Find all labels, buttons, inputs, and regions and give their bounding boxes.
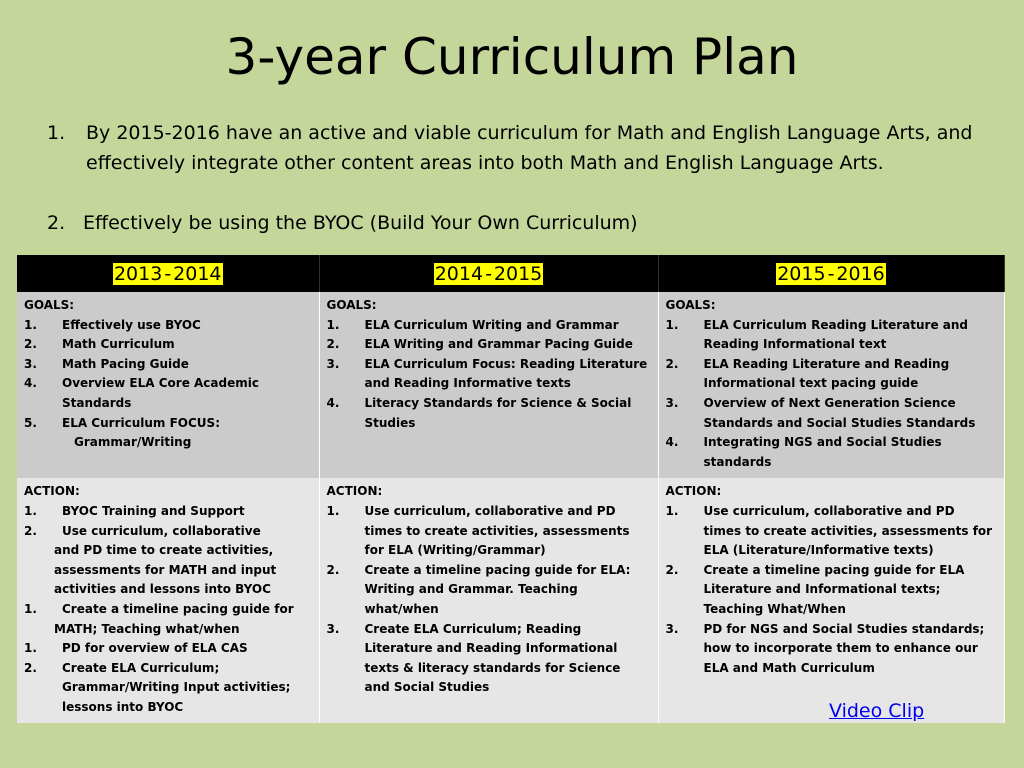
curriculum-plan-table — [17, 255, 1005, 723]
year-end: 2014 — [173, 262, 222, 285]
list-number: 1. — [665, 503, 679, 518]
list-number: 3. — [665, 395, 679, 410]
year-separator: - — [827, 262, 835, 285]
list-text: PD for overview of ELA CAS — [62, 641, 248, 656]
year-header-row — [17, 255, 1004, 292]
actions-cell-2014-2015 — [319, 478, 658, 723]
list-item — [666, 502, 996, 561]
year-header-2015-2016 — [658, 255, 1004, 292]
list-number: 2. — [665, 562, 679, 577]
list-item — [24, 414, 311, 434]
intro-item-2 — [0, 208, 1024, 238]
list-text: Math Pacing Guide — [62, 356, 189, 371]
list-item — [327, 620, 650, 698]
list-number: 3. — [326, 621, 340, 636]
list-number: 2. — [24, 523, 37, 538]
list-number: 3. — [24, 356, 37, 371]
year-start: 2014 — [434, 262, 484, 285]
actions-label: ACTION: — [24, 484, 80, 499]
list-item — [24, 639, 311, 659]
list-number: 4. — [326, 395, 340, 410]
list-item-continuation: MATH; Teaching what/when — [54, 621, 240, 636]
year-header-2013-2014 — [17, 255, 319, 292]
list-item — [666, 620, 996, 679]
list-text: Literacy Standards for Science & Social Studies — [364, 395, 632, 430]
list-number: 1. — [24, 317, 37, 332]
list-item — [327, 316, 650, 336]
list-number: 3. — [665, 621, 679, 636]
list-item — [327, 335, 650, 355]
list-text: Effectively use BYOC — [62, 317, 201, 332]
list-text: BYOC Training and Support — [62, 503, 245, 518]
list-item — [327, 502, 650, 561]
goals-cell-2015-2016 — [658, 292, 1004, 478]
list-text: Use curriculum, collaborative — [62, 523, 261, 538]
list-number: 1. — [24, 601, 37, 616]
slide-title: 3-year Curriculum Plan — [225, 28, 799, 86]
list-item — [24, 659, 311, 718]
list-item — [666, 316, 996, 355]
list-item — [327, 561, 650, 620]
list-number: 4. — [24, 376, 37, 391]
intro-item-number: 2. — [47, 212, 66, 234]
goals-cell-2014-2015 — [319, 292, 658, 478]
year-end: 2015 — [493, 262, 543, 285]
goals-label: GOALS: — [665, 298, 716, 312]
intro-item-number: 1. — [47, 122, 66, 144]
list-text: ELA Curriculum FOCUS: — [62, 415, 220, 430]
list-item — [24, 335, 311, 355]
list-text: ELA Writing and Grammar Pacing Guide — [364, 337, 633, 352]
list-item — [327, 394, 650, 433]
goals-label: GOALS: — [326, 298, 377, 312]
list-item — [24, 374, 311, 413]
list-text: ELA Curriculum Writing and Grammar — [364, 317, 619, 332]
year-end: 2016 — [836, 262, 885, 285]
actions-label: ACTION: — [665, 484, 722, 499]
list-text: Use curriculum, collaborative and PD times to create activities, assessments for ELA (Literature/Informative texts) — [703, 503, 993, 558]
intro-item-text: By 2015-2016 have an active and viable curriculum for Math and English Language Arts, and effectively integrate other content areas into both Math and English Language Arts. — [86, 122, 973, 174]
list-text: Use curriculum, collaborative and PD times to create activities, assessments for ELA (Writing/Grammar) — [364, 503, 630, 558]
actions-label: ACTION: — [326, 484, 383, 499]
list-text: Create ELA Curriculum; Reading Literature and Reading Informational texts & literacy standards for Science and Social Studies — [364, 621, 621, 695]
list-number: 1. — [326, 503, 340, 518]
list-item — [666, 394, 996, 433]
actions-cell-2013-2014 — [17, 478, 319, 723]
goals-row — [17, 292, 1004, 478]
list-number: 1. — [326, 317, 340, 332]
intro-item-text: Effectively be using the BYOC (Build Your Own Curriculum) — [83, 212, 638, 234]
list-item — [24, 600, 311, 620]
actions-cell-2015-2016 — [658, 478, 1004, 723]
year-start: 2013 — [113, 262, 163, 285]
list-item — [24, 522, 311, 542]
list-item — [24, 355, 311, 375]
list-text: ELA Curriculum Reading Literature and Reading Informational text — [703, 317, 968, 352]
list-item — [666, 433, 996, 472]
list-number: 2. — [24, 337, 37, 352]
list-number: 1. — [24, 641, 37, 656]
video-clip-link[interactable]: Video Clip — [829, 700, 925, 722]
list-text: Overview of Next Generation Science Standards and Social Studies Standards — [703, 395, 976, 430]
list-text: ELA Reading Literature and Reading Informational text pacing guide — [703, 356, 950, 391]
list-item — [24, 316, 311, 336]
list-number: 2. — [326, 337, 340, 352]
list-number: 2. — [665, 356, 679, 371]
year-separator: - — [164, 262, 172, 285]
list-text: Integrating NGS and Social Studies standards — [703, 435, 942, 469]
list-number: 1. — [24, 503, 37, 518]
list-text: Create a timeline pacing guide for — [62, 601, 294, 616]
intro-list — [0, 118, 1024, 238]
list-text: Overview ELA Core Academic Standards — [62, 376, 259, 410]
list-number: 2. — [326, 562, 340, 577]
list-number: 1. — [665, 317, 679, 332]
list-number: 3. — [326, 356, 340, 371]
year-separator: - — [485, 262, 492, 285]
intro-item-1 — [0, 118, 1024, 178]
goals-label: GOALS: — [24, 298, 75, 312]
list-item — [666, 355, 996, 394]
list-text: Create ELA Curriculum; Grammar/Writing Input activities; lessons into BYOC — [62, 660, 291, 714]
list-number: 5. — [24, 415, 37, 430]
list-number: 4. — [665, 435, 679, 450]
list-text: Create a timeline pacing guide for ELA: Writing and Grammar. Teaching what/when — [364, 562, 631, 616]
list-text: ELA Curriculum Focus: Reading Literature and Reading Informative texts — [364, 356, 648, 391]
list-text: PD for NGS and Social Studies standards; how to incorporate them to enhance our ELA and Math Curriculum — [703, 621, 985, 675]
list-item-continuation: and PD time to create activities, assessments for MATH and input activities and lessons into BYOC — [54, 543, 277, 597]
list-item — [327, 355, 650, 394]
year-start: 2015 — [777, 262, 826, 285]
actions-row — [17, 478, 1004, 723]
list-text: Create a timeline pacing guide for ELA Literature and Informational texts; Teaching What/When — [703, 562, 965, 616]
list-item — [24, 502, 311, 522]
list-text: Math Curriculum — [62, 337, 175, 352]
goals-cell-2013-2014 — [17, 292, 319, 478]
list-item — [666, 561, 996, 620]
list-item-continuation: Grammar/Writing — [74, 435, 192, 450]
list-number: 2. — [24, 660, 37, 675]
year-header-2014-2015 — [319, 255, 658, 292]
